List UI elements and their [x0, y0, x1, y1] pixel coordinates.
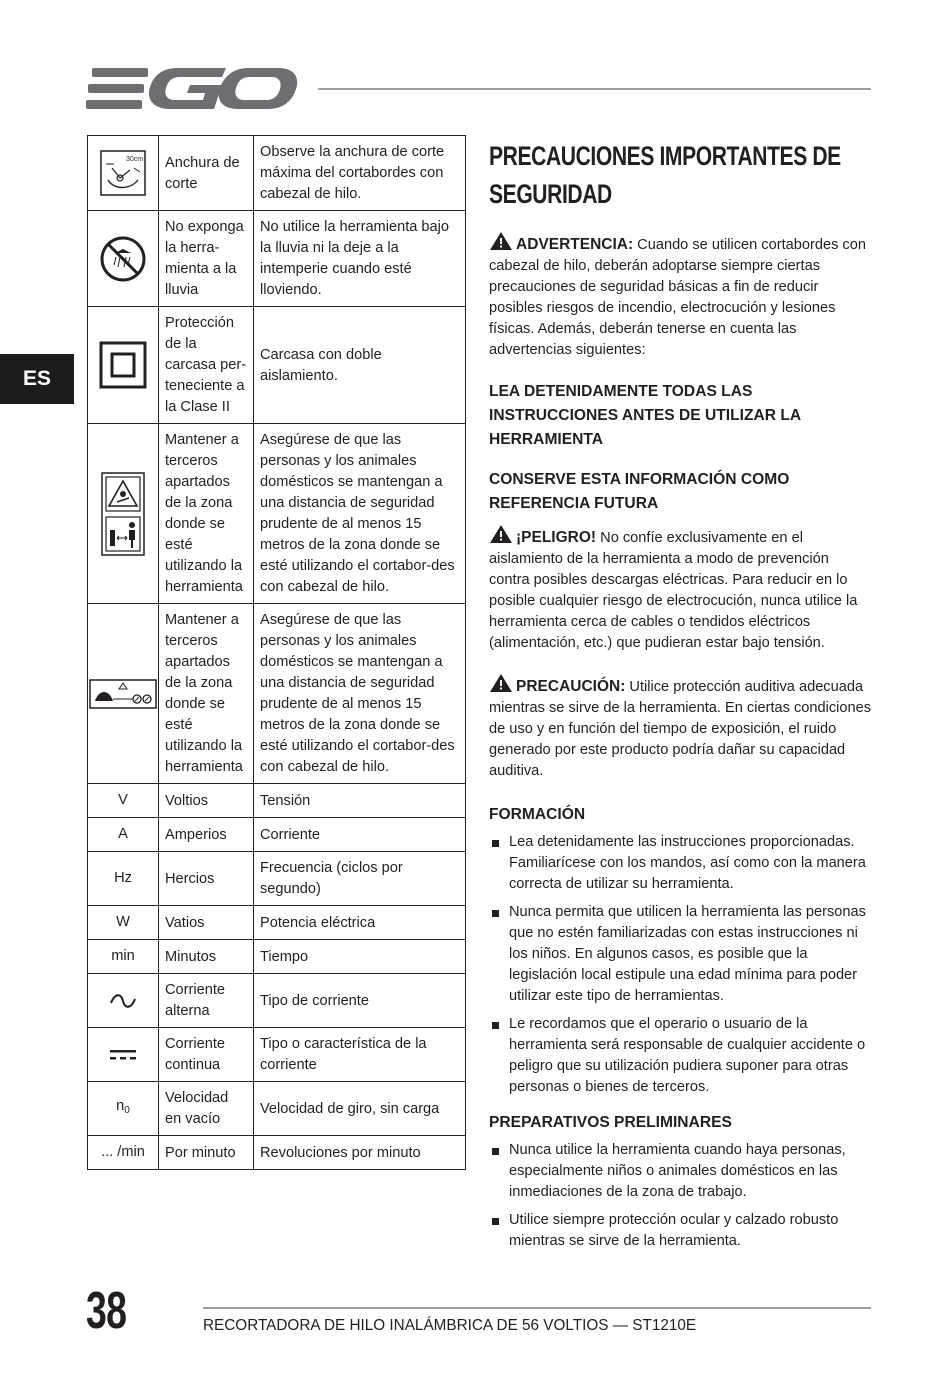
table-row [88, 604, 466, 784]
keep-distance-15m-icon [88, 604, 159, 784]
symbol-code: min [88, 940, 159, 974]
caution-icon [489, 673, 513, 693]
symbol-name: Voltios [159, 784, 254, 818]
symbol-description: Corriente [254, 818, 466, 852]
symbol-name: Amperios [159, 818, 254, 852]
warning-icon [489, 231, 513, 251]
symbol-name: Anchura de corte [159, 136, 254, 211]
heading-keep-info: CONSERVE ESTA INFORMACIÓN COMO REFERENCIA FUTURA [489, 471, 790, 512]
symbol-code: V [88, 784, 159, 818]
ego-logo [86, 64, 298, 114]
prep-list [489, 1140, 872, 1252]
training-list [489, 832, 872, 1098]
keep-bystanders-away-icon [88, 424, 159, 604]
symbol-name: Hercios [159, 852, 254, 906]
bullet-icon [492, 1148, 499, 1155]
warning-paragraph [489, 231, 872, 361]
danger-label: ¡PELIGRO! [516, 529, 597, 546]
symbol-description: Asegúrese de que las personas y los animales domésticos se mantengan a una distancia de seguridad prudente de al menos 15 metros de la zona donde se esté utilizando el cortabor-des con cabezal de hilo. [254, 604, 466, 784]
warning-text: Cuando se utilicen cortabordes con cabezal de hilo, deberán adoptarse siempre ciertas precauciones de seguridad básicas a fin de reducir posibles riesgos de incendio, electrocución y lesiones físicas. Además, deberán tenerse en cuenta las advertencias siguientes: [489, 237, 866, 358]
section-title-line1: PRECAUCIONES IMPORTANTES DE [489, 141, 841, 171]
symbol-description: Asegúrese de que las personas y los animales domésticos se mantengan a una distancia de seguridad prudente de al menos 15 metros de la zona donde se esté utilizando el cortabor-des con cabezal de hilo. [254, 424, 466, 604]
symbol-code: A [88, 818, 159, 852]
symbol-code: Hz [88, 852, 159, 906]
caution-paragraph [489, 673, 872, 782]
symbol-description: Frecuencia (ciclos por segundo) [254, 852, 466, 906]
table-row [88, 974, 466, 1028]
symbol-code: W [88, 906, 159, 940]
table-row [88, 940, 466, 974]
table-row [88, 818, 466, 852]
symbol-description: Tipo o característica de la corriente [254, 1028, 466, 1082]
table-row [88, 136, 466, 211]
symbol-description: Potencia eléctrica [254, 906, 466, 940]
symbol-code [88, 1082, 159, 1136]
bullet-icon [492, 840, 499, 847]
cutting-width-icon [88, 136, 159, 211]
symbol-description: Tiempo [254, 940, 466, 974]
symbol-code: ... /min [88, 1136, 159, 1170]
table-row [88, 307, 466, 424]
bullet-icon [492, 1022, 499, 1029]
class-ii-icon [88, 307, 159, 424]
list-item-text: Nunca utilice la herramienta cuando haya personas, especialmente niños o animales domésticos en las inmediaciones de la zona de trabajo. [509, 1142, 846, 1200]
table-row [88, 1028, 466, 1082]
danger-icon [489, 524, 513, 544]
danger-paragraph [489, 524, 872, 654]
table-row [88, 211, 466, 307]
symbol-name: Velocidad en vacío [159, 1082, 254, 1136]
symbol-description: Carcasa con doble aislamiento. [254, 307, 466, 424]
table-row [88, 784, 466, 818]
footer-rule [203, 1307, 871, 1309]
symbol-name: Minutos [159, 940, 254, 974]
list-item-text: Le recordamos que el operario o usuario de la herramienta será responsable de cualquier accidente o peligro que su utilización pudiera suponer para otras personas o bienes de terceros. [509, 1016, 866, 1095]
direct-current-icon [88, 1028, 159, 1082]
symbol-name: Corriente continua [159, 1028, 254, 1082]
page-number: 38 [86, 1282, 127, 1340]
table-row [88, 1136, 466, 1170]
list-item [489, 1140, 872, 1203]
footer-title: RECORTADORA DE HILO INALÁMBRICA DE 56 VOLTIOS — ST1210E [203, 1317, 697, 1334]
symbol-description: Observe la anchura de corte máxima del cortabordes con cabezal de hilo. [254, 136, 466, 211]
symbol-description: Tipo de corriente [254, 974, 466, 1028]
symbol-description: Velocidad de giro, sin carga [254, 1082, 466, 1136]
table-row [88, 1082, 466, 1136]
table-row [88, 906, 466, 940]
list-item [489, 1014, 872, 1098]
symbol-subscript: 0 [124, 1105, 130, 1116]
prep-heading: PREPARATIVOS PRELIMINARES [489, 1114, 732, 1131]
symbol-name: Vatios [159, 906, 254, 940]
symbol-letter: n [116, 1098, 125, 1114]
caution-label: PRECAUCIÓN: [516, 678, 626, 695]
safety-column [489, 137, 872, 1266]
list-item [489, 902, 872, 1007]
symbol-name: Mantener a terceros apartados de la zona donde se esté utilizando la herramienta [159, 604, 254, 784]
bullet-icon [492, 910, 499, 917]
caution-text: Utilice protección auditiva adecuada mientras se sirve de la herramienta. En ciertas condiciones de uso y en función del tiempo de exposición, el ruido generado por este producto podría dañar su capacidad auditiva. [489, 679, 872, 779]
symbol-description: Tensión [254, 784, 466, 818]
danger-text: No confíe exclusivamente en el aislamiento de la herramienta a modo de prevención contra posibles descargas eléctricas. Para reducir en lo posible cualquier riesgo de electrocución, nunca utilice la herramienta cerca de cables o tendidos eléctricos (alimentación, etc.) que pudieran estar bajo tensión. [489, 530, 858, 651]
symbols-table [87, 135, 466, 1170]
section-title [489, 137, 871, 213]
symbol-name: Protección de la carcasa per-teneciente a la Clase II [159, 307, 254, 424]
symbol-name: Corriente alterna [159, 974, 254, 1028]
symbol-description: No utilice la herramienta bajo la lluvia ni la deje a la intemperie cuando esté lloviendo. [254, 211, 466, 307]
heading-read-instructions: LEA DETENIDAMENTE TODAS LAS INSTRUCCIONES ANTES DE UTILIZAR LA HERRAMIENTA [489, 383, 801, 448]
svg-text:30cm: 30cm [126, 156, 144, 163]
section-title-line2: SEGURIDAD [489, 179, 612, 209]
list-item-text: Lea detenidamente las instrucciones proporcionadas. Familiarícese con los mandos, así como con la manera correcta de utilizar su herramienta. [509, 834, 866, 892]
symbol-name: Mantener a terceros apartados de la zona donde se esté utilizando la herramienta [159, 424, 254, 604]
symbol-name: Por minuto [159, 1136, 254, 1170]
list-item-text: Nunca permita que utilicen la herramienta las personas que no estén familiarizadas con estas instrucciones ni los niños. En algunos casos, es posible que la legislación local estipule una edad mínima para poder utilizar este tipo de herramientas. [509, 904, 866, 1004]
no-rain-icon [88, 211, 159, 307]
alternating-current-icon [88, 974, 159, 1028]
symbol-name: No exponga la herra-mienta a la lluvia [159, 211, 254, 307]
symbol-description: Revoluciones por minuto [254, 1136, 466, 1170]
table-row [88, 852, 466, 906]
language-tab: ES [0, 354, 74, 404]
list-item [489, 832, 872, 895]
warning-label: ADVERTENCIA: [516, 236, 634, 253]
list-item-text: Utilice siempre protección ocular y calzado robusto mientras se sirve de la herramienta. [509, 1212, 839, 1249]
table-row [88, 424, 466, 604]
list-item [489, 1210, 872, 1252]
training-heading: FORMACIÓN [489, 806, 586, 823]
bullet-icon [492, 1218, 499, 1225]
header-rule [318, 88, 871, 90]
